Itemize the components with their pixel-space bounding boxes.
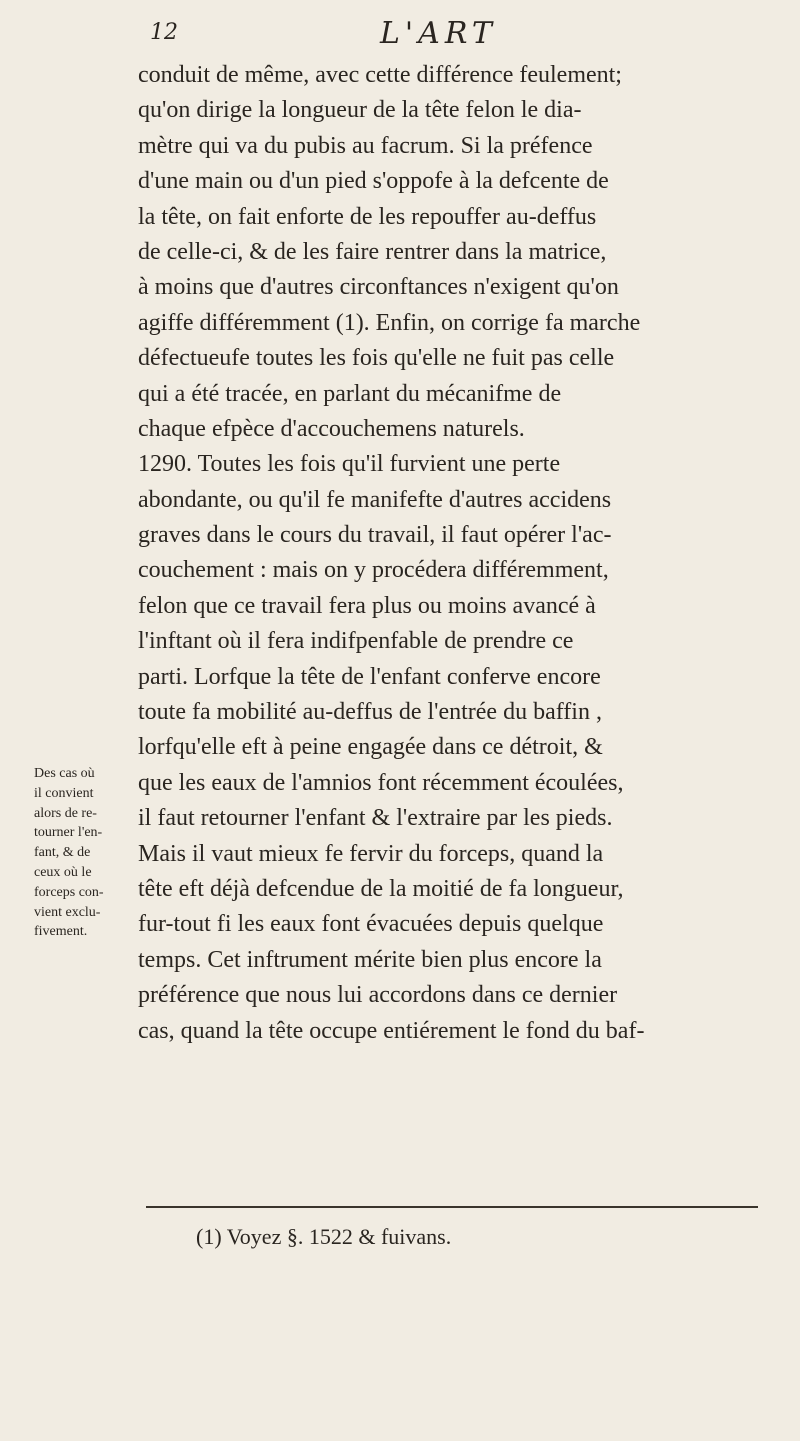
text-line: préférence que nous lui accordons dans ce dernier [138,982,618,1009]
text-line: abondante, ou qu'il fe manifefte d'autres accidens [138,486,612,513]
text-line: fur-tout fi les eaux font évacuées depuis quelque [138,911,604,938]
text-line: il faut retourner l'enfant & l'extraire par les pieds. [138,805,613,832]
text-line: felon que ce travail fera plus ou moins avancé à [138,592,596,619]
text-line: chaque efpèce d'accouchemens naturels. [138,415,525,442]
margin-line: forceps con- [34,884,104,900]
text-line: défectueufe toutes les fois qu'elle ne fuit pas celle [138,345,615,372]
margin-line: ceux où le [34,864,92,880]
text-line: cas, quand la tête occupe entiérement le fond du baf- [138,1017,645,1044]
margin-note [34,764,134,942]
page-number: 12 [150,20,178,45]
text-line: que les eaux de l'amnios font récemment écoulées, [138,769,624,796]
margin-line: fant, & de [34,845,91,861]
page-header [0,12,800,52]
text-line: 1290. Toutes les fois qu'il furvient une perte [138,451,561,478]
footnote-divider [146,1206,758,1208]
text-line: à moins que d'autres circonftances n'exigent qu'on [138,274,619,301]
text-line: mètre qui va du pubis au facrum. Si la préfence [138,132,593,159]
footnote: (1) Voyez §. 1522 & fuivans. [196,1224,452,1249]
margin-line: il convient [34,785,94,801]
text-line: la tête, on fait enforte de les repouffer au-deffus [138,203,597,230]
margin-line: vient exclu- [34,904,101,920]
text-line: lorfqu'elle eft à peine engagée dans ce détroit, & [138,734,603,761]
text-line: couchement : mais on y procédera différemment, [138,557,609,584]
text-line: tête eft déjà defcendue de la moitié de fa longueur, [138,875,624,902]
margin-line: alors de re- [34,805,97,821]
text-line: agiffe différemment (1). Enfin, on corrige fa marche [138,309,641,336]
text-line: de celle-ci, & de les faire rentrer dans la matrice, [138,238,607,265]
text-line: graves dans le cours du travail, il faut opérer l'ac- [138,522,612,549]
text-line: d'une main ou d'un pied s'oppofe à la defcente de [138,168,609,195]
text-line: conduit de même, avec cette différence feulement; [138,62,622,88]
text-line: temps. Cet inftrument mérite bien plus encore la [138,946,602,973]
margin-line: fivement. [34,924,88,940]
text-line: toute fa mobilité au-deffus de l'entrée du baffin , [138,699,602,726]
margin-line: tourner l'en- [34,825,103,841]
text-line: l'inftant où il fera indifpenfable de prendre ce [138,628,574,655]
margin-line: Des cas où [34,766,95,781]
text-line: parti. Lorfque la tête de l'enfant conferve encore [138,663,601,690]
running-title: L'ART [380,16,497,51]
text-line: qu'on dirige la longueur de la tête felon le dia- [138,97,582,124]
text-line: Mais il vaut mieux fe fervir du forceps, quand la [138,840,604,867]
main-text [138,58,760,1049]
text-line: qui a été tracée, en parlant du mécanifme de [138,380,562,407]
